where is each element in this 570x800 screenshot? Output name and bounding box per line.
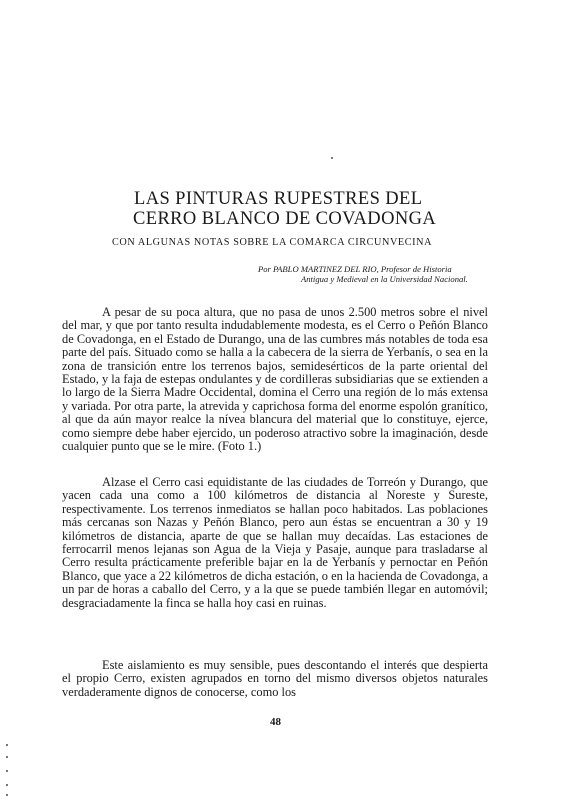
ink-dot [331, 157, 333, 159]
body-paragraph-3: Este aislamiento es muy sensible, pues descontando el interés que despierta el propio Cerro, existen agrupados en torno del mismo diversos objetos naturales verdaderamente dignos de conocerse, como los [62, 658, 488, 699]
body-paragraph-2: Alzase el Cerro casi equidistante de las ciudades de Torreón y Durango, que yacen cada una como a 100 kilómetros de distancia al Noreste y Sureste, respectivamente. Los terrenos inmediatos se hallan poco habitados. Las poblaciones más cercanas son Nazas y Peñón Blanco, pero aun éstas se encuentran a 30 y 19 kilómetros de distancia, aparte de que se hallan muy decaídas. Las estaciones de ferrocarril menos lejanas son Agua de la Vieja y Pasaje, aunque para trasladarse al Cerro resulta prácticamente preferible bajar en la de Yerbanís y pernoctar en Peñón Blanco, que yace a 22 kilómetros de dicha estación, o en la hacienda de Covadonga, a un par de horas a caballo del Cerro, y a la que se puede también llegar en automóvil; desgraciadamente la finca se halla hoy casi en ruinas. [62, 475, 488, 610]
author-byline [258, 264, 548, 284]
article-title-line-1: LAS PINTURAS RUPESTRES DEL [134, 189, 423, 209]
body-paragraph-1: A pesar de su poca altura, que no pasa de unos 2.500 metros sobre el nivel del mar, y que por tanto resulta indudablemente modesta, es el Cerro o Peñón Blanco de Covadonga, en el Estado de Durango, una de las cumbres más notables de toda esa parte del país. Situado como se halla a la cabecera de la sierra de Yerbanís, o sea en la zona de transición entre los terrenos bajos, semidesérticos de la parte oriental del Estado, y la faja de estepas ondulantes y de cordilleras subsidiarias que se extienden a lo largo de la Sierra Madre Occidental, domina el Cerro una región de lo más extensa y variada. Por otra parte, la atrevida y caprichosa forma del enorme espolón granítico, al que da aún mayor realce la nívea blancura del material que lo constituye, ejerce, como siempre debe haber ejercido, un poderoso atractivo sobre la imaginación, desde cualquier punto que se le mire. (Foto 1.) [62, 305, 488, 454]
page-number: 48 [270, 716, 281, 728]
article-subtitle: CON ALGUNAS NOTAS SOBRE LA COMARCA CIRCUNVECINA [112, 237, 433, 248]
author-line-1: Por PABLO MARTINEZ DEL RIO, Profesor de Historia [258, 264, 452, 274]
article-title-line-2: CERRO BLANCO DE COVADONGA [133, 209, 437, 229]
scan-edge-marks [6, 740, 10, 800]
author-line-2: Antigua y Medieval en la Universidad Nacional. [301, 274, 468, 284]
